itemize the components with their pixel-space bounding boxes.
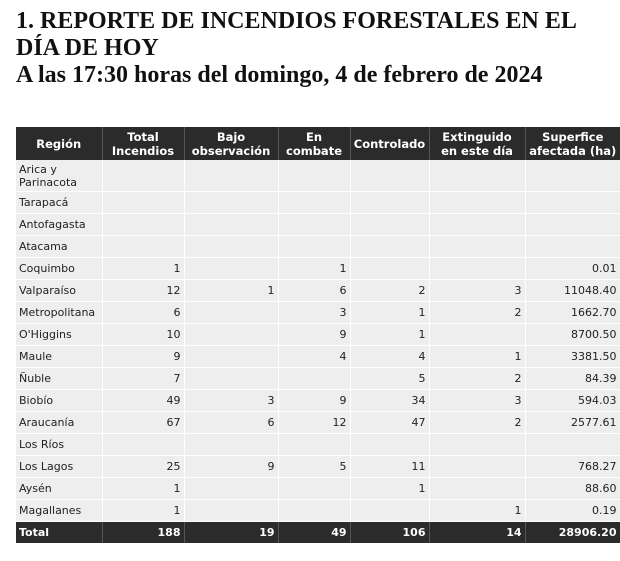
table-row [16,258,620,280]
header-superficie: Superfice afectada (ha) [525,127,620,160]
table-cell [102,434,184,456]
table-cell: 4 [350,346,429,368]
table-cell: 3 [184,390,278,412]
table-cell [278,368,350,390]
region-name-cell: Atacama [16,236,102,258]
region-name-cell: Magallanes [16,500,102,522]
table-cell: 9 [102,346,184,368]
table-cell: 2577.61 [525,412,620,434]
table-cell [350,500,429,522]
report-heading [16,8,616,89]
table-row [16,456,620,478]
region-name-cell: Valparaíso [16,280,102,302]
table-cell [184,368,278,390]
table-row [16,500,620,522]
table-cell [184,434,278,456]
region-name-cell: Biobío [16,390,102,412]
total-cell: 19 [184,522,278,544]
table-cell: 2 [429,412,525,434]
table-cell [429,192,525,214]
table-cell: 1 [102,500,184,522]
table-cell: 594.03 [525,390,620,412]
table-cell: 2 [429,368,525,390]
table-cell [184,478,278,500]
table-cell [184,192,278,214]
table-row [16,346,620,368]
header-en-combate: En combate [278,127,350,160]
header-extinguido: Extinguido en este día [429,127,525,160]
total-cell: 14 [429,522,525,544]
table-cell [102,192,184,214]
table-row [16,478,620,500]
table-cell: 47 [350,412,429,434]
table-cell: 1 [184,280,278,302]
region-name-cell: Metropolitana [16,302,102,324]
table-cell: 5 [278,456,350,478]
table-cell [278,478,350,500]
table-cell [429,258,525,280]
table-cell: 2 [429,302,525,324]
table-cell [429,214,525,236]
table-cell: 768.27 [525,456,620,478]
table-cell [278,192,350,214]
total-cell: 49 [278,522,350,544]
total-label: Total [16,522,102,544]
table-cell: 2 [350,280,429,302]
table-cell [278,160,350,192]
table-cell: 1 [350,302,429,324]
table-cell [350,160,429,192]
total-cell: 106 [350,522,429,544]
report-title: 1. REPORTE DE INCENDIOS FORESTALES EN EL DÍA DE HOY [16,8,576,61]
table-cell [525,192,620,214]
table-cell [102,160,184,192]
table-cell [429,456,525,478]
region-name-cell: Los Ríos [16,434,102,456]
table-cell: 3 [278,302,350,324]
table-cell [525,214,620,236]
table-cell: 1 [278,258,350,280]
table-cell: 34 [350,390,429,412]
total-cell: 28906.20 [525,522,620,544]
table-cell [350,214,429,236]
table-cell [350,236,429,258]
region-name-cell: Arica y Parinacota [16,160,102,192]
table-row [16,390,620,412]
table-cell: 9 [278,390,350,412]
table-cell [184,324,278,346]
table-cell: 0.01 [525,258,620,280]
region-name-cell: Antofagasta [16,214,102,236]
header-controlado: Controlado [350,127,429,160]
table-cell: 25 [102,456,184,478]
table-cell: 12 [278,412,350,434]
table-cell: 84.39 [525,368,620,390]
table-cell [429,160,525,192]
table-row [16,302,620,324]
table-cell [184,302,278,324]
table-cell [184,346,278,368]
region-name-cell: Maule [16,346,102,368]
header-bajo-observacion: Bajo observación [184,127,278,160]
table-cell [102,236,184,258]
region-name-cell: O'Higgins [16,324,102,346]
table-row [16,412,620,434]
table-cell: 5 [350,368,429,390]
table-row [16,192,620,214]
region-name-cell: Tarapacá [16,192,102,214]
table-cell: 1 [429,500,525,522]
total-cell: 188 [102,522,184,544]
table-cell: 6 [184,412,278,434]
table-header-row [16,127,620,160]
table-cell [184,500,278,522]
table-cell [184,214,278,236]
table-cell [525,160,620,192]
region-name-cell: Los Lagos [16,456,102,478]
table-cell [102,214,184,236]
region-name-cell: Coquimbo [16,258,102,280]
table-cell: 7 [102,368,184,390]
table-row [16,434,620,456]
table-cell: 6 [102,302,184,324]
table-row [16,214,620,236]
table-cell [184,236,278,258]
table-cell [429,434,525,456]
region-name-cell: Araucanía [16,412,102,434]
table-cell: 3 [429,280,525,302]
table-cell [184,258,278,280]
table-row [16,160,620,192]
table-cell [184,160,278,192]
table-cell [278,214,350,236]
table-cell: 3381.50 [525,346,620,368]
region-name-cell: Ñuble [16,368,102,390]
table-cell: 0.19 [525,500,620,522]
fire-report-table [16,127,620,544]
table-cell: 10 [102,324,184,346]
table-cell: 9 [184,456,278,478]
table-cell [278,236,350,258]
table-cell [525,236,620,258]
table-cell [429,236,525,258]
header-total-incendios: Total Incendios [102,127,184,160]
table-cell: 11048.40 [525,280,620,302]
table-cell: 1 [102,258,184,280]
region-name-cell: Aysén [16,478,102,500]
table-cell: 9 [278,324,350,346]
table-cell [429,324,525,346]
table-cell: 1 [429,346,525,368]
table-cell: 11 [350,456,429,478]
table-cell [429,478,525,500]
table-cell: 1 [350,478,429,500]
table-cell [350,192,429,214]
table-body [16,160,620,522]
table-cell: 12 [102,280,184,302]
table-row [16,236,620,258]
table-cell: 4 [278,346,350,368]
table-cell: 8700.50 [525,324,620,346]
table-cell [278,500,350,522]
table-cell: 1 [102,478,184,500]
header-region: Región [16,127,102,160]
table-row [16,324,620,346]
table-cell: 1662.70 [525,302,620,324]
table-cell: 6 [278,280,350,302]
table-cell: 1 [350,324,429,346]
table-cell: 88.60 [525,478,620,500]
table-cell [525,434,620,456]
report-subtitle: A las 17:30 horas del domingo, 4 de febrero de 2024 [16,62,543,88]
table-row [16,368,620,390]
table-cell [350,258,429,280]
table-row [16,280,620,302]
table-cell [350,434,429,456]
table-cell [278,434,350,456]
table-cell: 3 [429,390,525,412]
total-row [16,522,620,544]
table-cell: 49 [102,390,184,412]
table-cell: 67 [102,412,184,434]
